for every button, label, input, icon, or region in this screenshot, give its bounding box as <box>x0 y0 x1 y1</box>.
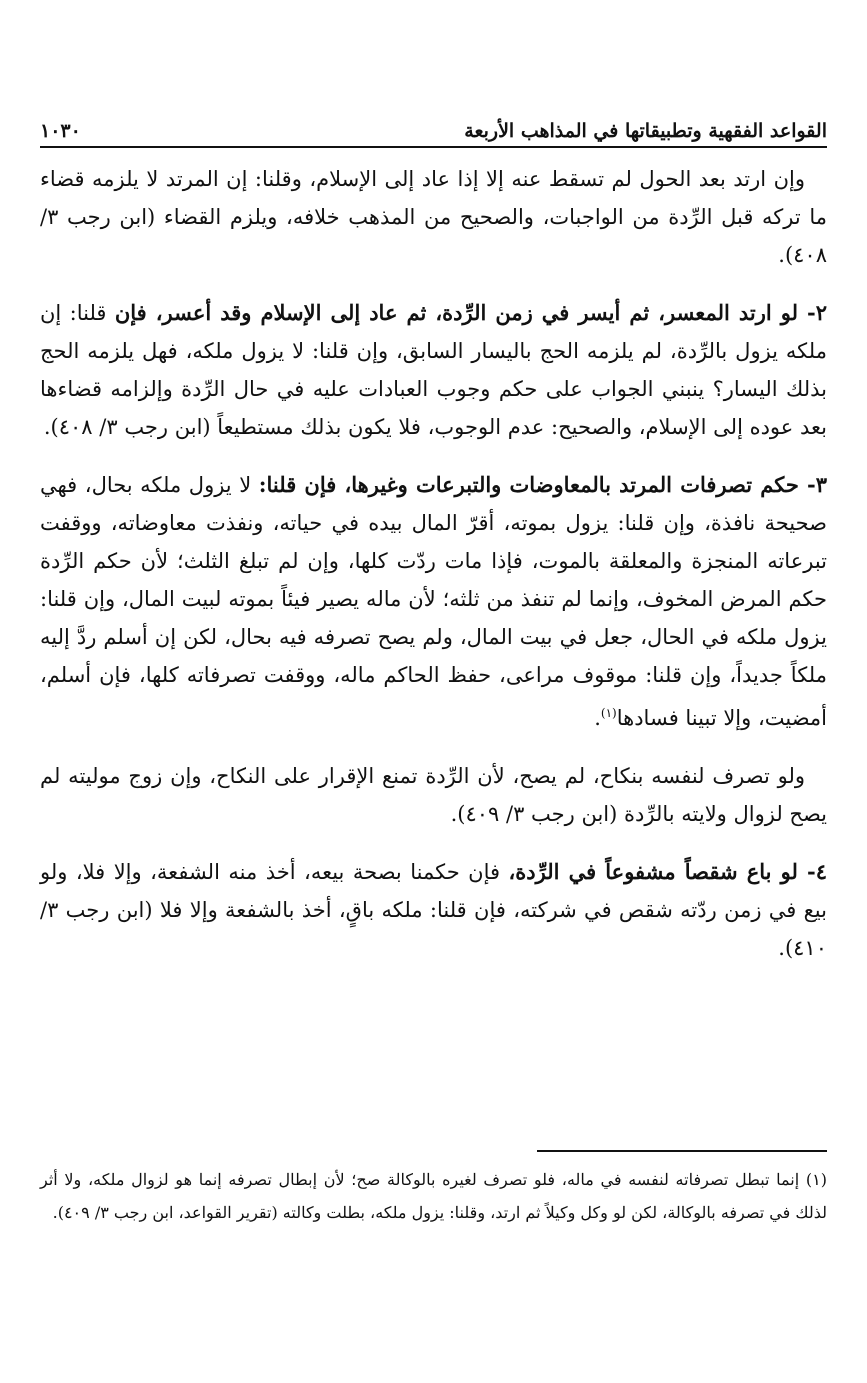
paragraph-4-text: ولو تصرف لنفسه بنكاح، لم يصح، لأن الرِّدة تمنع الإقرار على النكاح، وإن زوج موليته لم يصح لزوال ولايته بالرِّدة (ابن رجب ٣/ ٤٠٩). <box>40 764 827 826</box>
paragraph-5-heading: ٤- لو باع شقصاً مشفوعاً في الرِّدة، <box>508 859 827 884</box>
page-number: ١٠٣٠ <box>40 120 81 142</box>
main-text <box>40 160 827 987</box>
paragraph-2 <box>40 294 827 446</box>
paragraph-1 <box>40 160 827 274</box>
paragraph-2-text: قلنا: إن ملكه يزول بالرِّدة، لم يلزمه الحج باليسار السابق، وإن قلنا: لا يزول ملكه، فهل يلزمه الحج بذلك اليسار؟ ينبني الجواب على حكم وجوب العبادات عليه في حال الرِّدة وإلزامه قضاءها بعد عوده إلى الإسلام، والصحيح: عدم الوجوب، فلا يكون بذلك مستطيعاً (ابن رجب ٣/ ٤٠٨). <box>40 301 827 439</box>
paragraph-1-text: وإن ارتد بعد الحول لم تسقط عنه إلا إذا عاد إلى الإسلام، وقلنا: إن المرتد لا يلزمه قضاء ما تركه قبل الرِّدة من الواجبات، والصحيح من المذهب خلافه، ويلزم القضاء (ابن رجب ٣/ ٤٠٨). <box>40 167 827 267</box>
paragraph-5 <box>40 853 827 967</box>
paragraph-3-end: . <box>594 706 601 730</box>
footnote <box>40 1163 827 1229</box>
footnote-marker: (١) <box>805 1170 828 1189</box>
paragraph-3-heading: ٣- حكم تصرفات المرتد بالمعاوضات والتبرعات وغيرها، فإن قلنا: <box>258 472 828 497</box>
page-header <box>40 112 827 148</box>
paragraph-3 <box>40 466 827 737</box>
paragraph-2-heading: ٢- لو ارتد المعسر، ثم أيسر في زمن الرِّدة، ثم عاد إلى الإسلام وقد أعسر، فإن <box>114 300 827 325</box>
paragraph-3-text: لا يزول ملكه بحال، فهي صحيحة نافذة، وإن قلنا: يزول بموته، أقرّ المال بيده في حياته، ونفذت معاوضاته، ووقفت تبرعاته المنجزة والمعلقة بالموت، فإذا مات ردّت كلها، وإن لم تبلغ الثلث؛ لأن حكم الرِّدة حكم المرض المخوف، وإنما لم تنفذ من ثلثه؛ لأن ماله يصير فيئاً بموته لبيت المال، وإن قلنا: يزول ملكه في الحال، جعل في بيت المال، ولم يصح تصرفه فيه بحال، لكن إن أسلم ردَّ إليه ملكاً جديداً، وإن قلنا: موقوف مراعى، حفظ الحاكم ماله، ووقفت تصرفاته كلها، فإن أسلم، أمضيت، وإلا تبينا فسادها <box>40 473 827 730</box>
footnote-text: إنما تبطل تصرفاته لنفسه في ماله، فلو تصرف لغيره بالوكالة صح؛ لأن إبطال تصرفه إنما هو لزوال ملكه، ولا أثر لذلك في تصرفه بالوكالة، لكن لو وكل وكيلاً ثم ارتد، وقلنا: يزول ملكه، بطلت وكالته (تقرير القواعد، ابن رجب ٣/ ٤٠٩). <box>40 1170 827 1222</box>
footnote-divider <box>537 1150 827 1152</box>
paragraph-5-text: فإن حكمنا بصحة بيعه، أخذ منه الشفعة، وإلا فلا، ولو بيع في زمن ردّته شقص في شركته، فإن قلنا: ملكه باقٍ، أخذ بالشفعة وإلا فلا (ابن رجب ٣/ ٤١٠). <box>40 860 827 960</box>
footnote-reference[interactable]: (١) <box>600 706 617 720</box>
running-title: القواعد الفقهية وتطبيقاتها في المذاهب الأربعة <box>464 120 827 142</box>
paragraph-4 <box>40 757 827 833</box>
